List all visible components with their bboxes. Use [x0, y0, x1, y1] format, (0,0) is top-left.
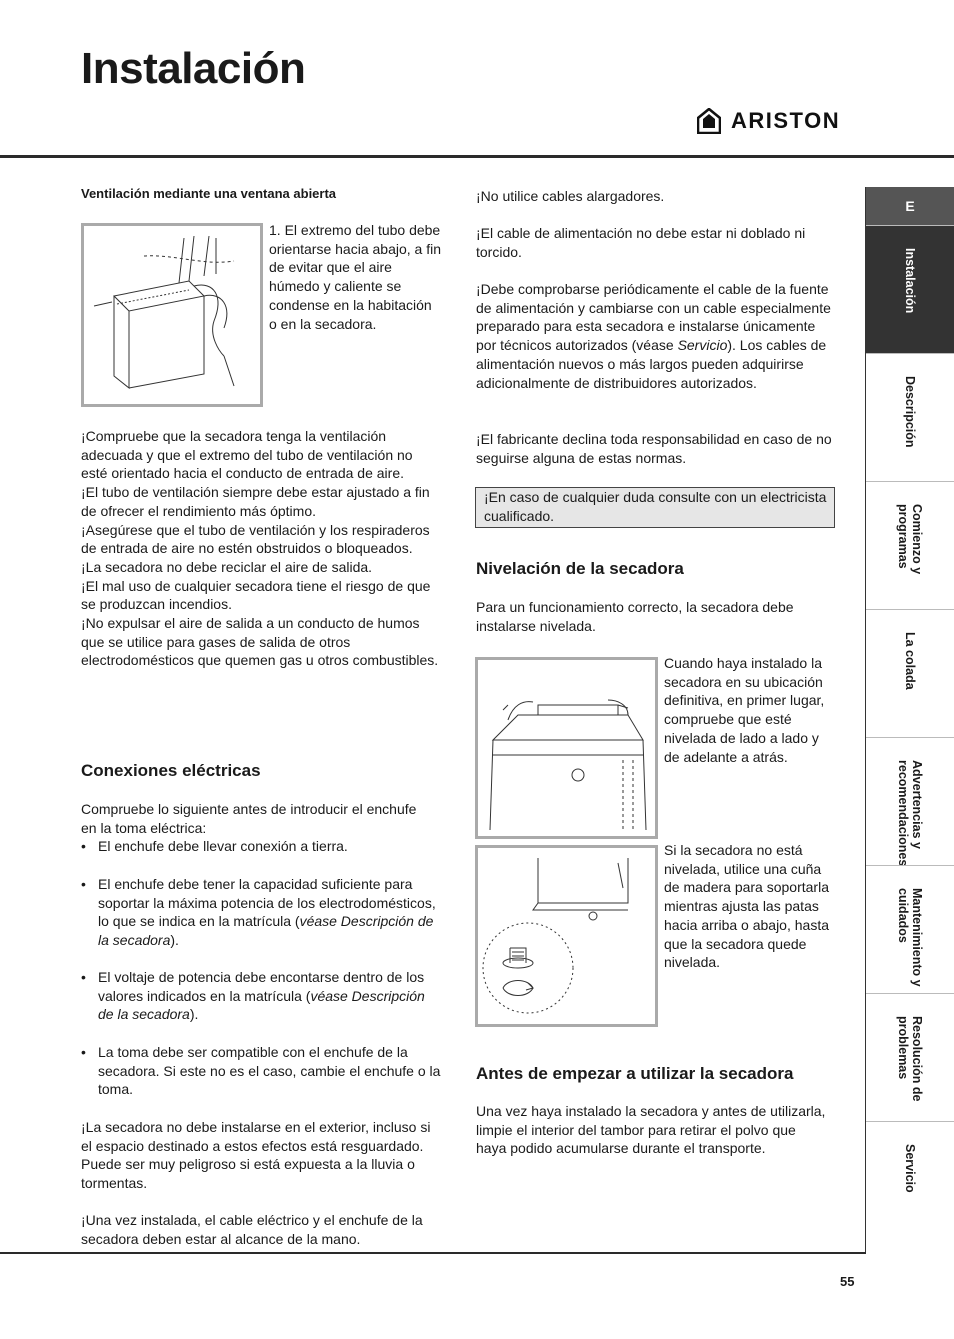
before-use-text: Una vez haya instalado la secadora y antes de utilizarla, limpie el interior del tambor para retirar el polvo que haya podido acumularse durante el transporte. [476, 1103, 826, 1157]
tab-laundry[interactable]: La colada [866, 609, 954, 737]
electrician-note: ¡En caso de cualquier duda consulte con un electricista cualificado. [475, 487, 835, 528]
outdoor-warning: ¡La secadora no debe instalarse en el exterior, incluso si el espacio destinado a estos efectos está resguardado. Puede ser muy peligroso si está expuesta a la lluvia o tormentas. [81, 1119, 431, 1192]
checklist-item: • La toma debe ser compatible con el enchufe de la secadora. Si este no es el caso, cambie el enchufe o la toma. [81, 1043, 441, 1099]
electrical-checklist [81, 837, 441, 856]
leveling-heading: Nivelación de la secadora [476, 559, 684, 578]
electrical-heading: Conexiones eléctricas [81, 761, 261, 780]
leg-adjust-illustration [475, 845, 658, 1027]
electrical-checklist [81, 1043, 441, 1099]
vent-illustration [81, 223, 263, 407]
page-number: 55 [840, 1274, 855, 1289]
tab-warnings[interactable]: Advertencias y recomendaciones [866, 737, 954, 865]
cable-check-warning: ¡Debe comprobarse periódicamente el cable de la fuente de alimentación y cambiarse con un cable especialmente preparado para esta secadora e instalarse únicamente por técnicos autorizados (véase Servicio). Los cables de alimentación nuevos o más largos pueden adquirirse adicionalmente de distribuidores autorizados. [476, 281, 831, 391]
dryer-vent-drawing [84, 226, 260, 404]
manufacturer-disclaimer: ¡El fabricante declina toda responsabilidad en caso de no seguirse alguna de estas normas. [476, 431, 832, 466]
footer-rule [0, 1252, 866, 1254]
tab-installation[interactable]: Instalación [866, 225, 954, 353]
vent-warning: ¡No expulsar el aire de salida a un conducto de humos que se utilice para gases de salida de otros electrodomésticos que quemen gas u otros combustibles. [81, 615, 439, 669]
reach-warning: ¡Una vez instalada, el cable eléctrico y el enchufe de la secadora deben estar al alcance de la mano. [81, 1212, 423, 1247]
no-extension-warning: ¡No utilice cables alargadores. [476, 188, 665, 204]
no-bend-warning: ¡El cable de alimentación no debe estar ni doblado ni torcido. [476, 225, 806, 260]
tab-description[interactable]: Descripción [866, 353, 954, 481]
electrical-intro: Compruebe lo siguiente antes de introducir el enchufe en la toma eléctrica: [81, 801, 417, 836]
tab-troubleshooting[interactable]: Resolución de problemas [866, 993, 954, 1121]
brand-logo [697, 107, 867, 135]
leveling-intro: Para un funcionamiento correcto, la secadora debe instalarse nivelada. [476, 599, 794, 634]
vent-warning: ¡Compruebe que la secadora tenga la ventilación adecuada y que el extremo del tubo de ventilación no esté orientado hacia el conducto de entrada de aire. [81, 428, 413, 482]
before-use-heading: Antes de empezar a utilizar la secadora [476, 1064, 794, 1083]
vent-warnings [81, 427, 441, 670]
page-title: Instalación [81, 44, 306, 93]
spirit-level-drawing [478, 660, 655, 836]
electrical-checklist [81, 968, 441, 1024]
house-logo-icon [697, 108, 721, 134]
vent-heading: Ventilación mediante una ventana abierta [81, 186, 337, 201]
checklist-item: • El voltaje de potencia debe encontarse dentro de los valores indicados en la matrícula (véase Descripción de la secadora). [81, 968, 441, 1024]
vent-warning: ¡El mal uso de cualquier secadora tiene el riesgo de que se produzcan incendios. [81, 577, 431, 613]
vent-warning: ¡Asegúrese que el tubo de ventilación y los respiraderos de entrada de aire no estén obstruidos o bloqueados. [81, 521, 430, 557]
electrical-checklist [81, 875, 441, 950]
level-check-illustration [475, 657, 658, 839]
tab-service[interactable]: Servicio [866, 1121, 954, 1253]
tab-start-programs[interactable]: Comienzo y programas [866, 481, 954, 609]
header-rule [0, 155, 954, 158]
level-check-caption: Cuando haya instalado la secadora en su ubicación definitiva, en primer lugar, compruebe que esté nivelada de lado a lado y de adelante a atrás. [664, 655, 825, 765]
language-tab[interactable]: E [866, 187, 954, 225]
leg-adjust-caption: Si la secadora no está nivelada, utilice una cuña de madera para soportarla mientras ajusta las patas hacia arriba o abajo, hasta que la secadora quede nivelada. [664, 842, 829, 971]
vent-warning: ¡El tubo de ventilación siempre debe estar ajustado a fin de ofrecer el rendimiento más óptimo. [81, 484, 430, 519]
brand-name: ARISTON [731, 108, 841, 133]
vent-caption: 1. El extremo del tubo debe orientarse hacia abajo, a fin de evitar que el aire húmedo y caliente se condense en la habitación o en la secadora. [269, 222, 441, 332]
checklist-item: • El enchufe debe tener la capacidad suficiente para soportar la máxima potencia de los electrodomésticos, lo que se indica en la matrícula (véase Descripción de la secadora). [81, 875, 441, 950]
vent-warning: ¡La secadora no debe reciclar el aire de salida. [81, 558, 373, 575]
checklist-item: • El enchufe debe llevar conexión a tierra. [81, 837, 441, 856]
foot-adjust-drawing [478, 848, 655, 1024]
tab-maintenance[interactable]: Mantenimiento y cuidados [866, 865, 954, 993]
